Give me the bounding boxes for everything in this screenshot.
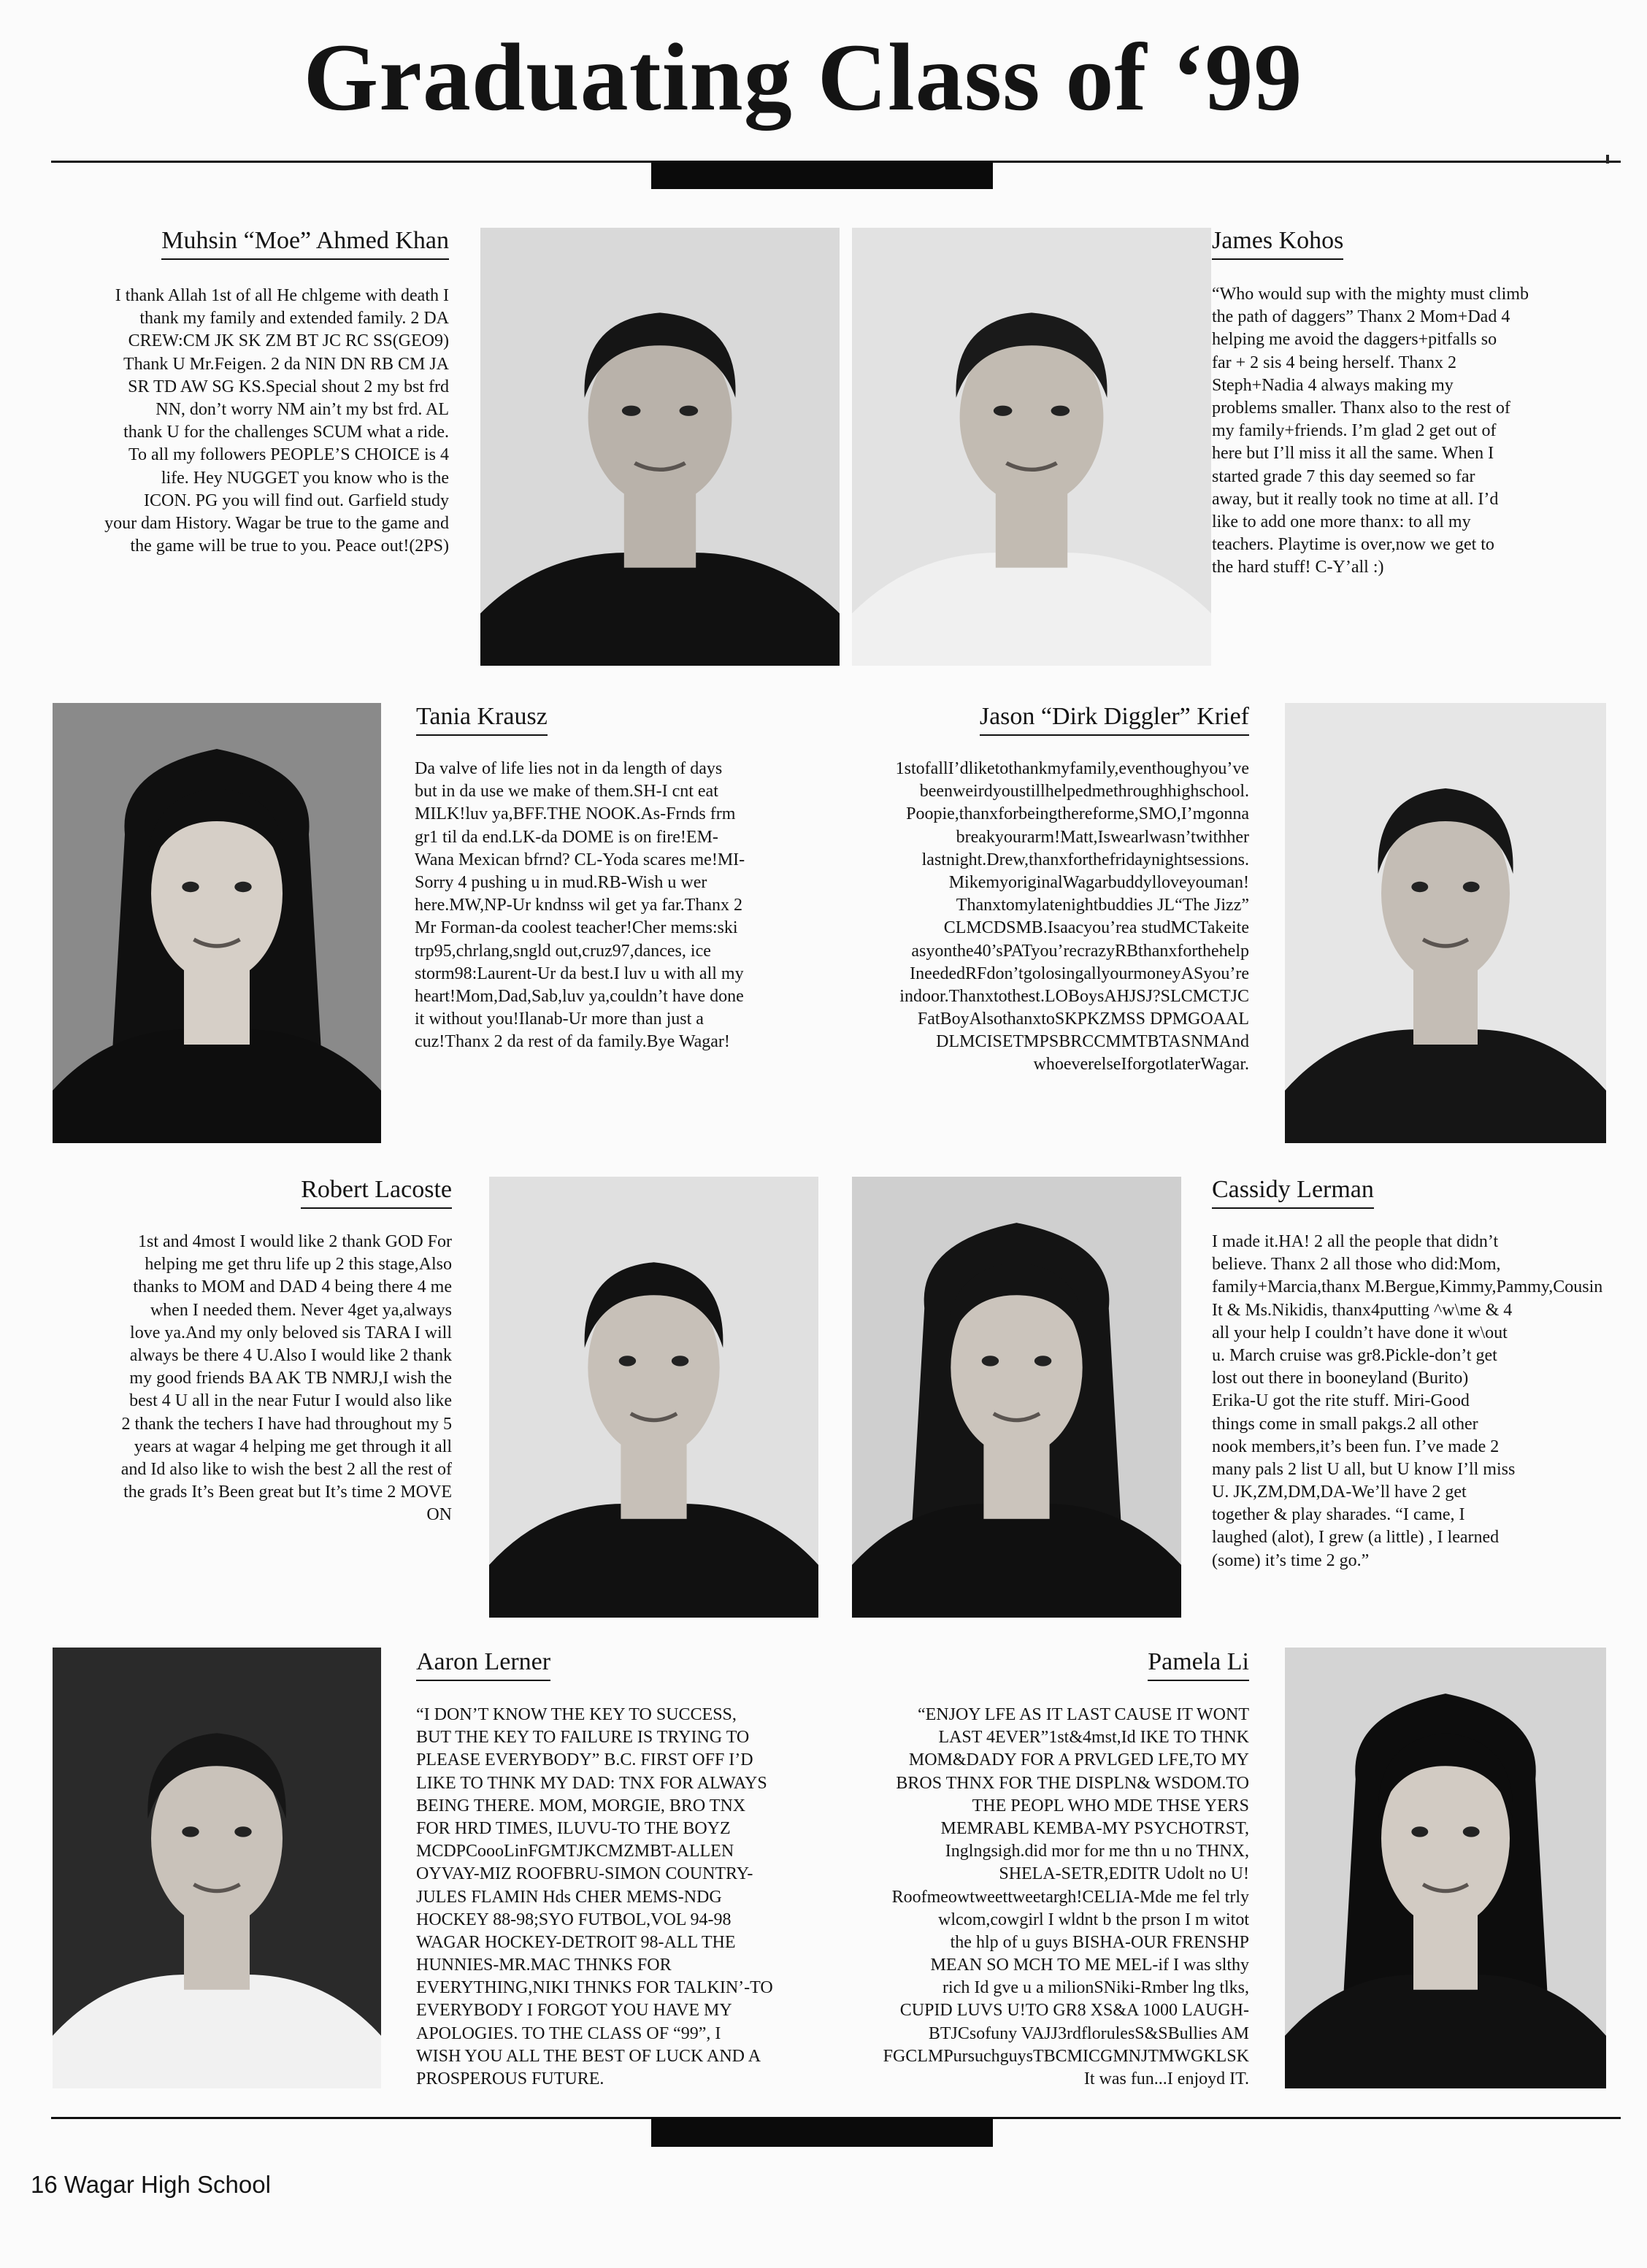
message-line: SR TD AW SG KS.Special shout 2 my bst frd [128, 377, 449, 396]
message-line: MOM&DADY FOR A PRVLGED LFE,TO MY [908, 1750, 1249, 1770]
message-line: the grads It’s Been great but It’s time 2 MOVE [123, 1483, 452, 1502]
message-line: here.MW,NP-Ur kndnss wil get ya far.Thanx 2 [415, 896, 743, 915]
message-line: “ENJOY LFE AS IT LAST CAUSE IT WONT [917, 1705, 1249, 1724]
message-line: 2 thank the techers I have had throughout my 5 [121, 1414, 452, 1434]
student-name-jason-krief: Jason “Dirk Diggler” Krief [980, 702, 1249, 736]
message-line: here but I’ll miss it all the same. When I [1212, 444, 1494, 464]
message-line: beenweirdyoustillhelpedmethroughhighschool. [919, 782, 1249, 802]
page-edge-shadow [1606, 155, 1609, 164]
message-line: teachers. Playtime is over,now we get to [1212, 535, 1494, 555]
message-line: FGCLMPursuchguysTBCMICGMNJTMWGKLSK [883, 2046, 1249, 2066]
message-line: FatBoyAlsothanxtoSKPKZMSS DPMGOAAL [917, 1010, 1249, 1029]
message-line: DLMCISETMPSBRCCMMTBTASNMAnd [936, 1032, 1249, 1052]
message-line: To all my followers PEOPLE’S CHOICE is 4 [128, 445, 449, 465]
message-line: away, but it really took no time at all. I’d [1212, 489, 1499, 509]
message-line: thank U for the challenges SCUM what a ride. [123, 423, 449, 442]
message-line: (some) it’s time 2 go.” [1212, 1550, 1370, 1570]
message-line: my good friends BA AK TB NMRJ,I wish the [129, 1369, 452, 1388]
message-line: trp95,chrlang,sngld out,cruz97,dances, ice [415, 941, 711, 961]
message-line: APOLOGIES. TO THE CLASS OF “99”, I [416, 2023, 721, 2043]
message-line: SHELA-SETR,EDITR Udolt no U! [999, 1864, 1249, 1884]
message-line: “Who would sup with the mighty must climb [1212, 285, 1529, 304]
message-line: and Id also like to wish the best 2 all the rest of [120, 1459, 452, 1479]
message-line: HOCKEY 88-98;SYO FUTBOL,VOL 94-98 [416, 1910, 732, 1929]
message-line: Wana Mexican bfrnd? CL-Yoda scares me!MI- [415, 850, 745, 869]
message-line: things come in small pakgs.2 all other [1212, 1414, 1478, 1434]
student-name-robert-lacoste: Robert Lacoste [301, 1175, 452, 1209]
message-line: LAST 4EVER”1st&4mst,Id IKE TO THNK [938, 1728, 1249, 1748]
message-line: WISH YOU ALL THE BEST OF LUCK AND A [416, 2046, 761, 2066]
message-line: MikemyoriginalWagarbuddylloveyouman! [948, 872, 1249, 892]
message-line: the hard stuff! C-Y’all :) [1212, 558, 1384, 577]
message-line: I made it.HA! 2 all the people that didn’t [1212, 1232, 1499, 1251]
message-line: thank my family and extended family. 2 DA [139, 309, 449, 328]
message-line: best 4 U all in the near Futur I would also like [129, 1391, 452, 1411]
message-line: IneededRFdon’tgolosingallyourmoneyASyou’re [910, 964, 1249, 983]
student-message-tania-krausz [415, 758, 831, 1053]
message-line: started grade 7 this day seemed so far [1212, 466, 1475, 486]
message-line: love ya.And my only beloved sis TARA I will [130, 1323, 452, 1342]
student-name-tania-krausz: Tania Krausz [416, 702, 548, 736]
message-line: ICON. PG you will find out. Garfield study [144, 491, 449, 510]
message-line: THE PEOPL WHO MDE THSE YERS [972, 1796, 1249, 1815]
portrait-jason-krief [1285, 703, 1606, 1143]
message-line: storm98:Laurent-Ur da best.I luv u with all my [415, 964, 744, 983]
message-line: life. Hey NUGGET you know who is the [161, 468, 449, 488]
message-line: “I DON’T KNOW THE KEY TO SUCCESS, [416, 1705, 737, 1724]
student-name-pamela-li: Pamela Li [1148, 1648, 1249, 1681]
message-line: gr1 til da end.LK-da DOME is on fire!EM- [415, 827, 718, 847]
message-line: MILK!luv ya,BFF.THE NOOK.As-Frnds frm [415, 804, 736, 824]
message-line: rich Id gve u a milionSNiki-Rmber lng tlks, [942, 1978, 1249, 1998]
message-line: always be there 4 U.Also I would like 2 thank [129, 1345, 452, 1365]
message-line: MEMRABL KEMBA-MY PSYCHOTRST, [940, 1818, 1249, 1838]
message-line: NN, don’t worry NM ain’t my bst frd. AL [156, 399, 449, 419]
message-line: wlcom,cowgirl I wldnt b the prson I m witot [938, 1910, 1249, 1929]
message-line: years at wagar 4 helping me get through it all [134, 1437, 452, 1456]
page-title: Graduating Class of ‘99 [303, 23, 1303, 131]
student-message-aaron-lerner [416, 1704, 829, 2091]
portrait-robert-lacoste [489, 1177, 818, 1618]
portrait-james-kohos [852, 228, 1211, 666]
message-line: helping me get thru life up 2 this stage,Also [145, 1255, 452, 1275]
message-line: Inglngsigh.did mor for me thn u no THNX, [945, 1842, 1249, 1861]
message-line: BROS THNX FOR THE DISPLN& WSDOM.TO [896, 1773, 1249, 1793]
message-line: MCDPCoooLinFGMTJKCMZMBT-ALLEN [416, 1842, 734, 1861]
message-line: Mr Forman-da coolest teacher!Cher mems:ski [415, 918, 738, 938]
message-line: nook members,it’s been fun. I’ve made 2 [1212, 1437, 1500, 1456]
message-line: 1stofallI’dliketothankmyfamily,eventhoughyou’ve [895, 759, 1249, 778]
message-line: CUPID LUVS U!TO GR8 XS&A 1000 LAUGH- [899, 2001, 1249, 2021]
message-line: thanks to MOM and DAD 4 being there 4 me [133, 1277, 452, 1297]
student-message-robert-lacoste [37, 1231, 452, 1526]
message-line: the path of daggers” Thanx 2 Mom+Dad 4 [1212, 307, 1510, 327]
message-line: Roofmeowtweettweetargh!CELIA-Mde me fel trly [891, 1887, 1249, 1907]
message-line: when I needed them. Never 4get ya,always [150, 1300, 452, 1320]
message-line: heart!Mom,Dad,Sab,luv ya,couldn’t have done [415, 986, 744, 1006]
bottom-rule-block [651, 2118, 993, 2147]
message-line: WAGAR HOCKEY-DETROIT 98-ALL THE [416, 1932, 736, 1952]
message-line: Sorry 4 pushing u in mud.RB-Wish u wer [415, 872, 707, 892]
message-line: cuz!Thanx 2 da rest of da family.Bye Wagar! [415, 1032, 730, 1052]
student-message-james-kohos [1212, 283, 1599, 579]
message-line: lost out there in booneyland (Burito) [1212, 1369, 1469, 1388]
message-line: It was fun...I enjoyd IT. [1083, 2069, 1249, 2088]
message-line: MEAN SO MCH TO ME MEL-if I was slthy [930, 1956, 1249, 1975]
portrait-cassidy-lerman [852, 1177, 1181, 1618]
message-line: my family+friends. I’m glad 2 get out of [1212, 421, 1497, 441]
message-line: laughed (alot), I grew (a little) , I learned [1212, 1528, 1500, 1548]
message-line: PLEASE EVERYBODY” B.C. FIRST OFF I’D [416, 1750, 753, 1770]
student-message-pamela-li [836, 1704, 1249, 2091]
message-line: asyonthe40’sPATyou’recrazyRBthanxforthehelp [911, 941, 1249, 961]
message-line: many pals 2 list U all, but U know I’ll miss [1212, 1459, 1516, 1479]
portrait-tania-krausz [53, 703, 381, 1143]
portrait-aaron-lerner [53, 1648, 381, 2088]
message-line: OYVAY-MIZ ROOFBRU-SIMON COUNTRY- [416, 1864, 753, 1884]
message-line: Steph+Nadia 4 always making my [1212, 375, 1454, 395]
message-line: LIKE TO THNK MY DAD: TNX FOR ALWAYS [416, 1773, 767, 1793]
message-line: JULES FLAMIN Hds CHER MEMS-NDG [416, 1887, 722, 1907]
page-footer: 16 Wagar High School [31, 2171, 271, 2198]
message-line: Poopie,thanxforbeingthereforme,SMO,I’mgonna [906, 804, 1249, 824]
student-name-aaron-lerner: Aaron Lerner [416, 1648, 550, 1681]
student-message-jason-krief [836, 758, 1249, 1077]
message-line: EVERYTHING,NIKI THNKS FOR TALKIN’-TO [416, 1978, 773, 1998]
message-line: believe. Thanx 2 all those who did:Mom, [1212, 1255, 1501, 1275]
message-line: whoeverelseIforgotlaterWagar. [1033, 1055, 1249, 1075]
message-line: U. JK,ZM,DM,DA-We’ll have 2 get [1212, 1483, 1467, 1502]
message-line: I thank Allah 1st of all He chlgeme with death I [115, 286, 449, 305]
message-line: 1st and 4most I would like 2 thank GOD For [138, 1232, 452, 1251]
message-line: far + 2 sis 4 being herself. Thanx 2 [1212, 353, 1457, 372]
message-line: but in da use we make of them.SH-I cnt eat [415, 782, 718, 802]
message-line: Thank U Mr.Feigen. 2 da NIN DN RB CM JA [123, 354, 449, 374]
message-line: EVERYBODY I FORGOT YOU HAVE MY [416, 2001, 732, 2021]
message-line: Thanxtomylatenightbuddies JL“The Jizz” [956, 896, 1249, 915]
message-line: together & play sharades. “I came, I [1212, 1505, 1465, 1525]
message-line: indoor.Thanxtothest.LOBoysAHJSJ?SLCMCTJC [899, 986, 1249, 1006]
message-line: Da valve of life lies not in da length of days [415, 759, 723, 778]
message-line: ON [426, 1505, 452, 1525]
message-line: CREW:CM JK SK ZM BT JC RC SS(GEO9) [128, 331, 449, 351]
message-line: the game will be true to you. Peace out!(2PS) [130, 537, 449, 556]
message-line: the hlp of u guys BISHA-OUR FRENSHP [950, 1932, 1249, 1952]
portrait-muhsin-ahmed-khan [480, 228, 840, 666]
message-line: all your help I couldn’t have done it w\out [1212, 1323, 1508, 1342]
top-rule-block [651, 161, 993, 189]
message-line: BTJCsofuny VAJJ3rdflorulesS&SBullies AM [928, 2023, 1249, 2043]
message-line: FOR HRD TIMES, ILUVU-TO THE BOYZ [416, 1818, 731, 1838]
message-line: u. March cruise was gr8.Pickle-don’t get [1212, 1345, 1497, 1365]
student-message-cassidy-lerman [1212, 1231, 1610, 1572]
message-line: your dam History. Wagar be true to the game and [104, 513, 449, 533]
message-line: it without you!Ilanab-Ur more than just a [415, 1010, 704, 1029]
message-line: CLMCDSMB.Isaacyou’rea studMCTakeite [943, 918, 1249, 938]
message-line: HUNNIES-MR.MAC THNKS FOR [416, 1956, 672, 1975]
student-message-muhsin-khan [29, 285, 449, 558]
message-line: BUT THE KEY TO FAILURE IS TRYING TO [416, 1728, 750, 1748]
message-line: breakyourarm!Matt,Iswearlwasn’twithher [956, 827, 1249, 847]
student-name-james-kohos: James Kohos [1212, 226, 1343, 260]
message-line: Erika-U got the rite stuff. Miri-Good [1212, 1391, 1470, 1411]
message-line: like to add one more thanx: to all my [1212, 512, 1471, 531]
student-name-cassidy-lerman: Cassidy Lerman [1212, 1175, 1374, 1209]
message-line: problems smaller. Thanx also to the rest of [1212, 398, 1510, 418]
message-line: helping me avoid the daggers+pitfalls so [1212, 330, 1497, 350]
message-line: BEING THERE. MOM, MORGIE, BRO TNX [416, 1796, 746, 1815]
portrait-pamela-li [1285, 1648, 1606, 2088]
message-line: family+Marcia,thanx M.Bergue,Kimmy,Pammy,Cousin [1212, 1277, 1603, 1297]
message-line: lastnight.Drew,thanxforthefridaynightsessions. [921, 850, 1249, 869]
message-line: PROSPEROUS FUTURE. [416, 2069, 604, 2088]
message-line: It & Ms.Nikidis, thanx4putting ^w\me & 4 [1212, 1300, 1513, 1320]
student-name-muhsin-khan: Muhsin “Moe” Ahmed Khan [161, 226, 449, 260]
